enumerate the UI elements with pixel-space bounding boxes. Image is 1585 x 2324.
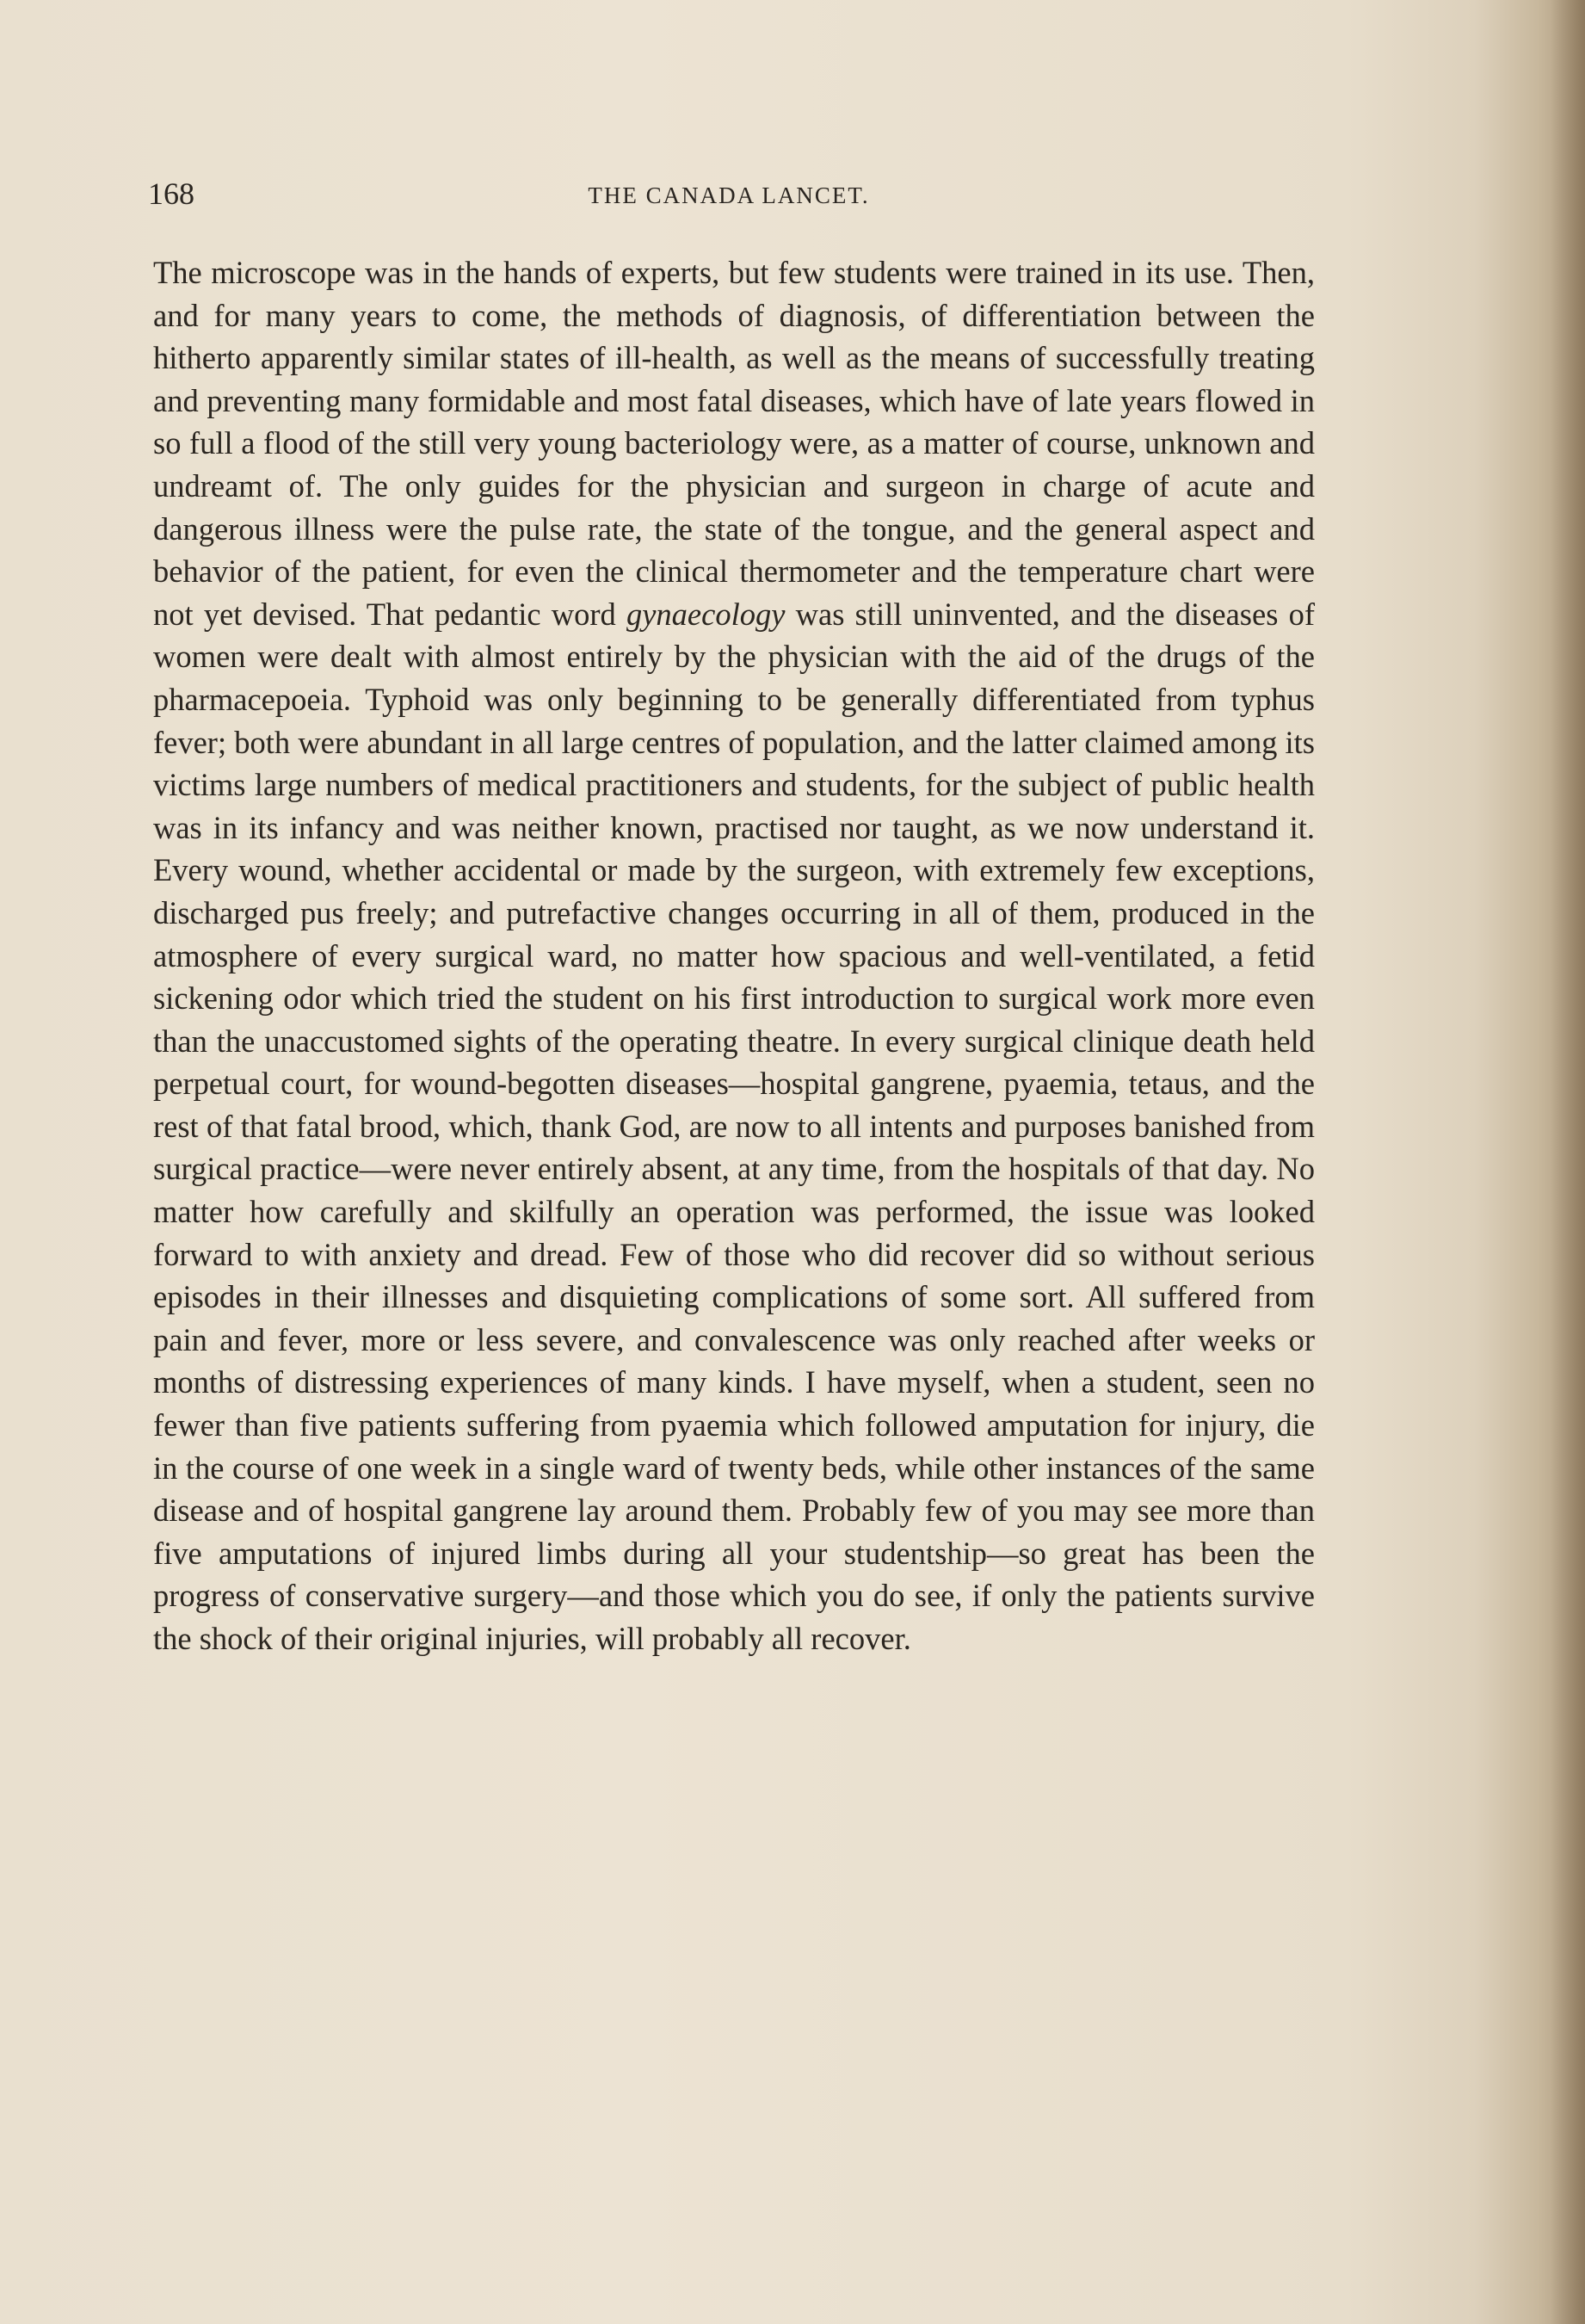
body-text-part-1: The microscope was in the hands of experts, but few students were trained in its use. Then, and for many years to come, the methods of diagnosis, of differentiation between the hitherto apparently similar states of ill-health, as well as the means of successfully treating and preventing many formidable and most fatal diseases, which have of late years flowed in so full a flood of the still very young bacteriology were, as a matter of course, unknown and undreamt of. The only guides for the physician and surgeon in charge of acute and dangerous illness were the pulse rate, the state of the tongue, and the general aspect and behavior of the patient, for even the clinical thermometer and the temperature chart were not yet devised. That pedantic word [153, 255, 1315, 632]
page-header [148, 172, 1310, 224]
page-number: 168 [148, 176, 194, 211]
italic-term: gynaecology [626, 596, 786, 632]
running-head: THE CANADA LANCET. [588, 182, 870, 208]
body-paragraph [153, 251, 1315, 1660]
body-text-part-2: was still uninvented, and the diseases of women were dealt with almost entirely by the physician with the aid of the drugs of the pharmacepoeia. Typhoid was only beginning to be generally differentiated from typhus fever; both were abundant in all large centres of population, and the latter claimed among its victims large numbers of medical practitioners and students, for the subject of public health was in its infancy and was neither known, practised nor taught, as we now understand it. Every wound, whether accidental or made by the surgeon, with extremely few exceptions, discharged pus freely; and putrefactive changes occurring in all of them, produced in the atmosphere of every surgical ward, no matter how spacious and well-ventilated, a fetid sickening odor which tried the student on his first introduction to surgical work more even than the unaccustomed sights of the operating theatre. In every surgical clinique death held perpetual court, for wound-begotten diseases—hospital gangrene, pyaemia, tetaus, and the rest of that fatal brood, which, thank God, are now to all intents and purposes banished from surgical practice—were never entirely absent, at any time, from the hospitals of that day. No matter how carefully and skilfully an operation was performed, the issue was looked forward to with anxiety and dread. Few of those who did recover did so without serious episodes in their illnesses and disquieting complications of some sort. All suffered from pain and fever, more or less severe, and convalescence was only reached after weeks or months of distressing experiences of many kinds. I have myself, when a student, seen no fewer than five patients suffering from pyaemia which followed amputation for injury, die in the course of one week in a single ward of twenty beds, while other instances of the same disease and of hospital gangrene lay around them. Probably few of you may see more than five amputations of injured limbs during all your studentship—so great has been the progress of conservative surgery—and those which you do see, if only the patients survive the shock of their original injuries, will probably all recover. [153, 596, 1316, 1656]
